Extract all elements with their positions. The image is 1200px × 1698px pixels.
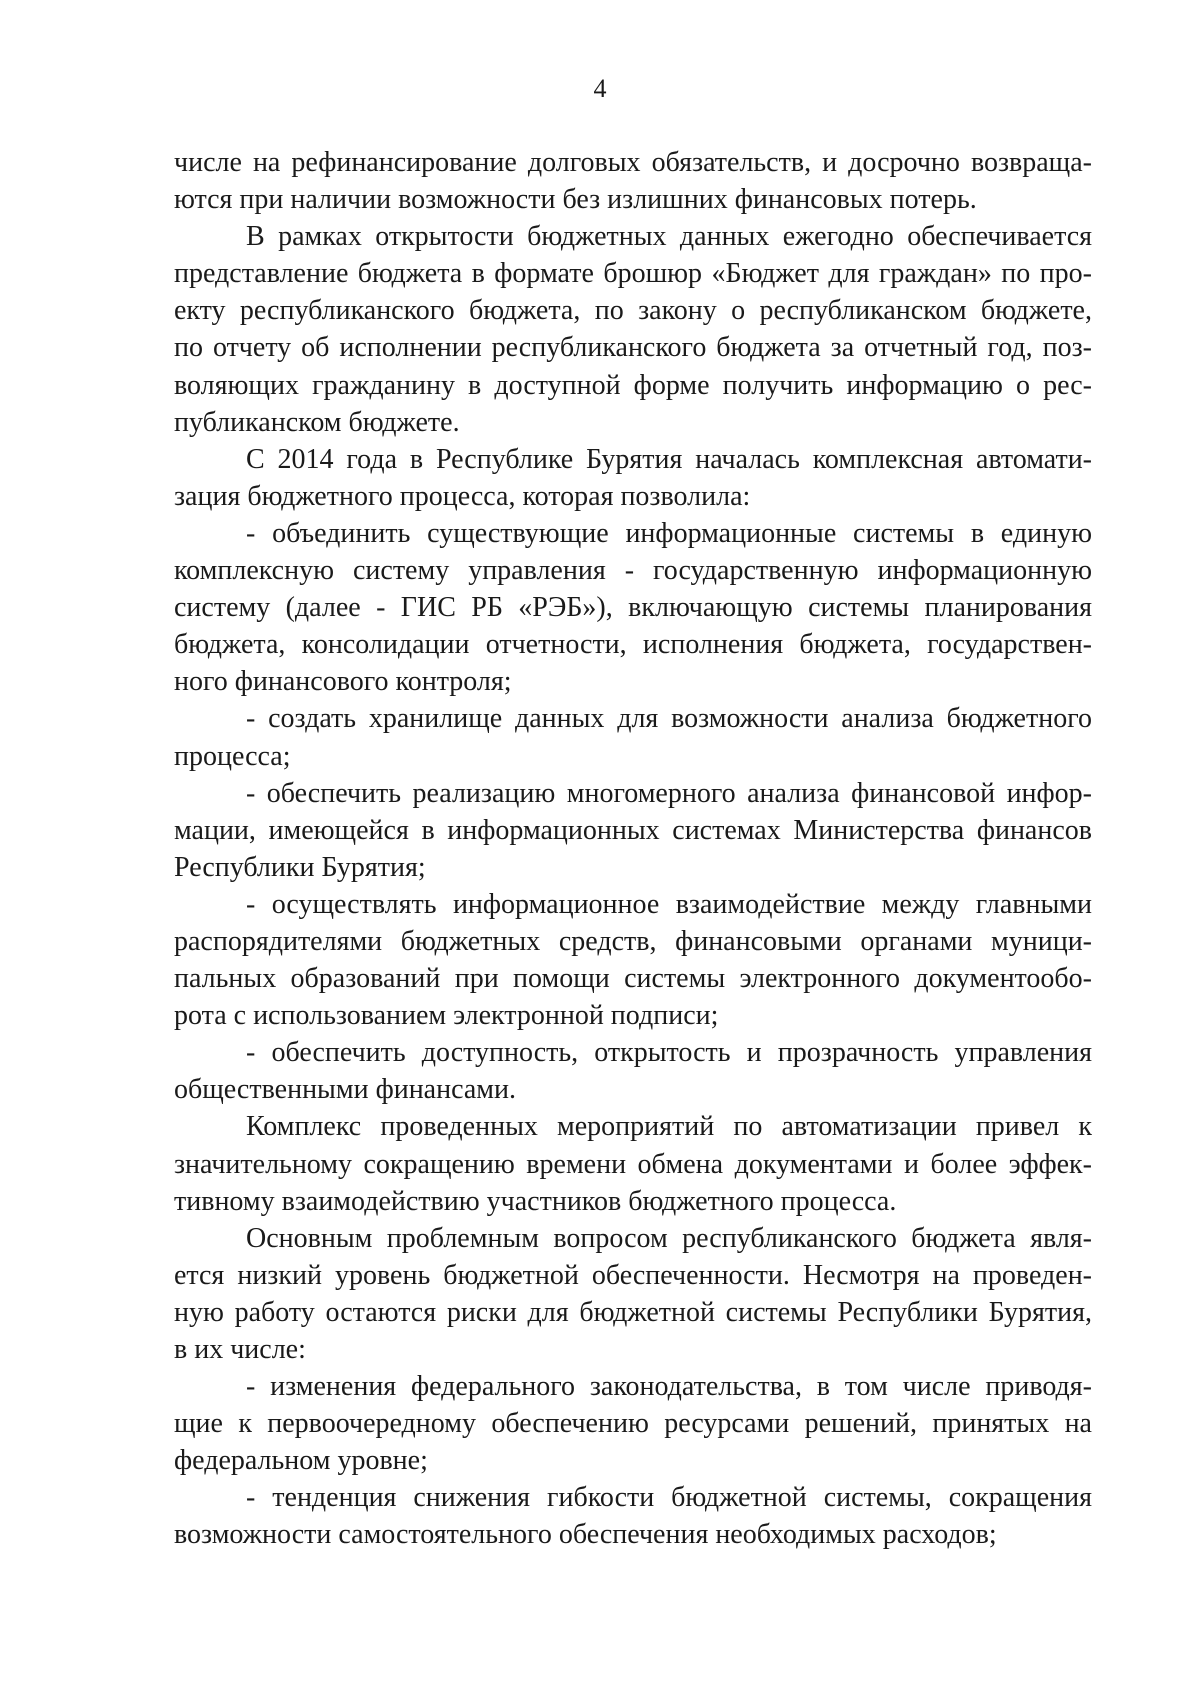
- list-item-information-exchange: [174, 886, 1092, 1034]
- text-line: ную работу остаются риски для бюджетной системы Республики Бурятия,: [174, 1296, 1092, 1328]
- text-line: ются при наличии возможности без излишних финансовых потерь.: [174, 184, 977, 216]
- list-item-flexibility-decline: [174, 1479, 1092, 1553]
- text-line: екту республиканского бюджета, по закону о республиканском бюджете,: [174, 295, 1092, 327]
- text-line: Основным проблемным вопросом республиканского бюджета явля-: [246, 1222, 1092, 1254]
- text-line: систему (далее - ГИС РБ «РЭБ»), включающую системы планирования: [174, 592, 1092, 624]
- text-line: - осуществлять информационное взаимодействие между главными: [246, 888, 1092, 920]
- text-line: - изменения федерального законодательства, в том числе приводя-: [246, 1371, 1092, 1403]
- text-line: В рамках открытости бюджетных данных ежегодно обеспечивается: [246, 221, 1092, 253]
- text-line: Республики Бурятия;: [174, 851, 426, 883]
- list-item-data-warehouse: [174, 700, 1092, 774]
- text-line: - обеспечить доступность, открытость и прозрачность управления: [246, 1037, 1092, 1069]
- list-item-federal-legislation: [174, 1368, 1092, 1479]
- page-number: 4: [593, 74, 607, 103]
- text-line: комплексную систему управления - государственную информационную: [174, 555, 1092, 587]
- text-line: возможности самостоятельного обеспечения необходимых расходов;: [174, 1519, 997, 1551]
- text-line: - обеспечить реализацию многомерного анализа финансовой инфор-: [246, 777, 1092, 809]
- text-line: ного финансового контроля;: [174, 666, 512, 698]
- text-line: щие к первоочередному обеспечению ресурсами решений, принятых на: [174, 1408, 1092, 1440]
- body-text: [174, 144, 1092, 1554]
- paragraph-continuation: [174, 144, 1092, 218]
- text-line: воляющих гражданину в доступной форме получить информацию о рес-: [174, 369, 1092, 401]
- text-line: - создать хранилище данных для возможности анализа бюджетного: [246, 703, 1092, 735]
- text-line: - тенденция снижения гибкости бюджетной системы, сокращения: [246, 1482, 1092, 1514]
- text-line: публиканском бюджете.: [174, 406, 460, 438]
- text-line: Комплекс проведенных мероприятий по автоматизации привел к: [246, 1111, 1092, 1143]
- text-line: по отчету об исполнении республиканского бюджета за отчетный год, поз-: [174, 332, 1092, 364]
- text-line: числе на рефинансирование долговых обязательств, и досрочно возвраща-: [174, 147, 1092, 178]
- list-item-unify-systems: [174, 515, 1092, 700]
- text-line: распорядителями бюджетных средств, финансовыми органами муници-: [174, 925, 1092, 957]
- text-line: бюджета, консолидации отчетности, исполнения бюджета, государствен-: [174, 629, 1092, 661]
- text-line: ется низкий уровень бюджетной обеспеченности. Несмотря на проведен-: [174, 1259, 1092, 1291]
- text-line: общественными финансами.: [174, 1074, 516, 1106]
- paragraph-main-problem: [174, 1220, 1092, 1368]
- paragraph-budget-openness: [174, 218, 1092, 441]
- text-line: процесса;: [174, 740, 291, 772]
- text-line: - объединить существующие информационные системы в единую: [246, 517, 1092, 549]
- text-line: рота с использованием электронной подписи;: [174, 1000, 719, 1032]
- text-line: пальных образований при помощи системы электронного документообо-: [174, 963, 1092, 995]
- paragraph-automation-intro: [174, 441, 1092, 515]
- text-line: представление бюджета в формате брошюр «Бюджет для граждан» по про-: [174, 258, 1092, 290]
- list-item-multidimensional-analysis: [174, 775, 1092, 886]
- text-line: значительному сокращению времени обмена документами и более эффек-: [174, 1148, 1092, 1180]
- text-line: зация бюджетного процесса, которая позволила:: [174, 480, 751, 512]
- text-line: С 2014 года в Республике Бурятия началась комплексная автомати-: [246, 443, 1092, 475]
- list-item-transparency: [174, 1034, 1092, 1108]
- text-line: в их числе:: [174, 1334, 306, 1365]
- text-line: федеральном уровне;: [174, 1445, 428, 1477]
- text-line: тивному взаимодействию участников бюджетного процесса.: [174, 1185, 897, 1217]
- paragraph-automation-result: [174, 1108, 1092, 1219]
- text-line: мации, имеющейся в информационных системах Министерства финансов: [174, 814, 1092, 846]
